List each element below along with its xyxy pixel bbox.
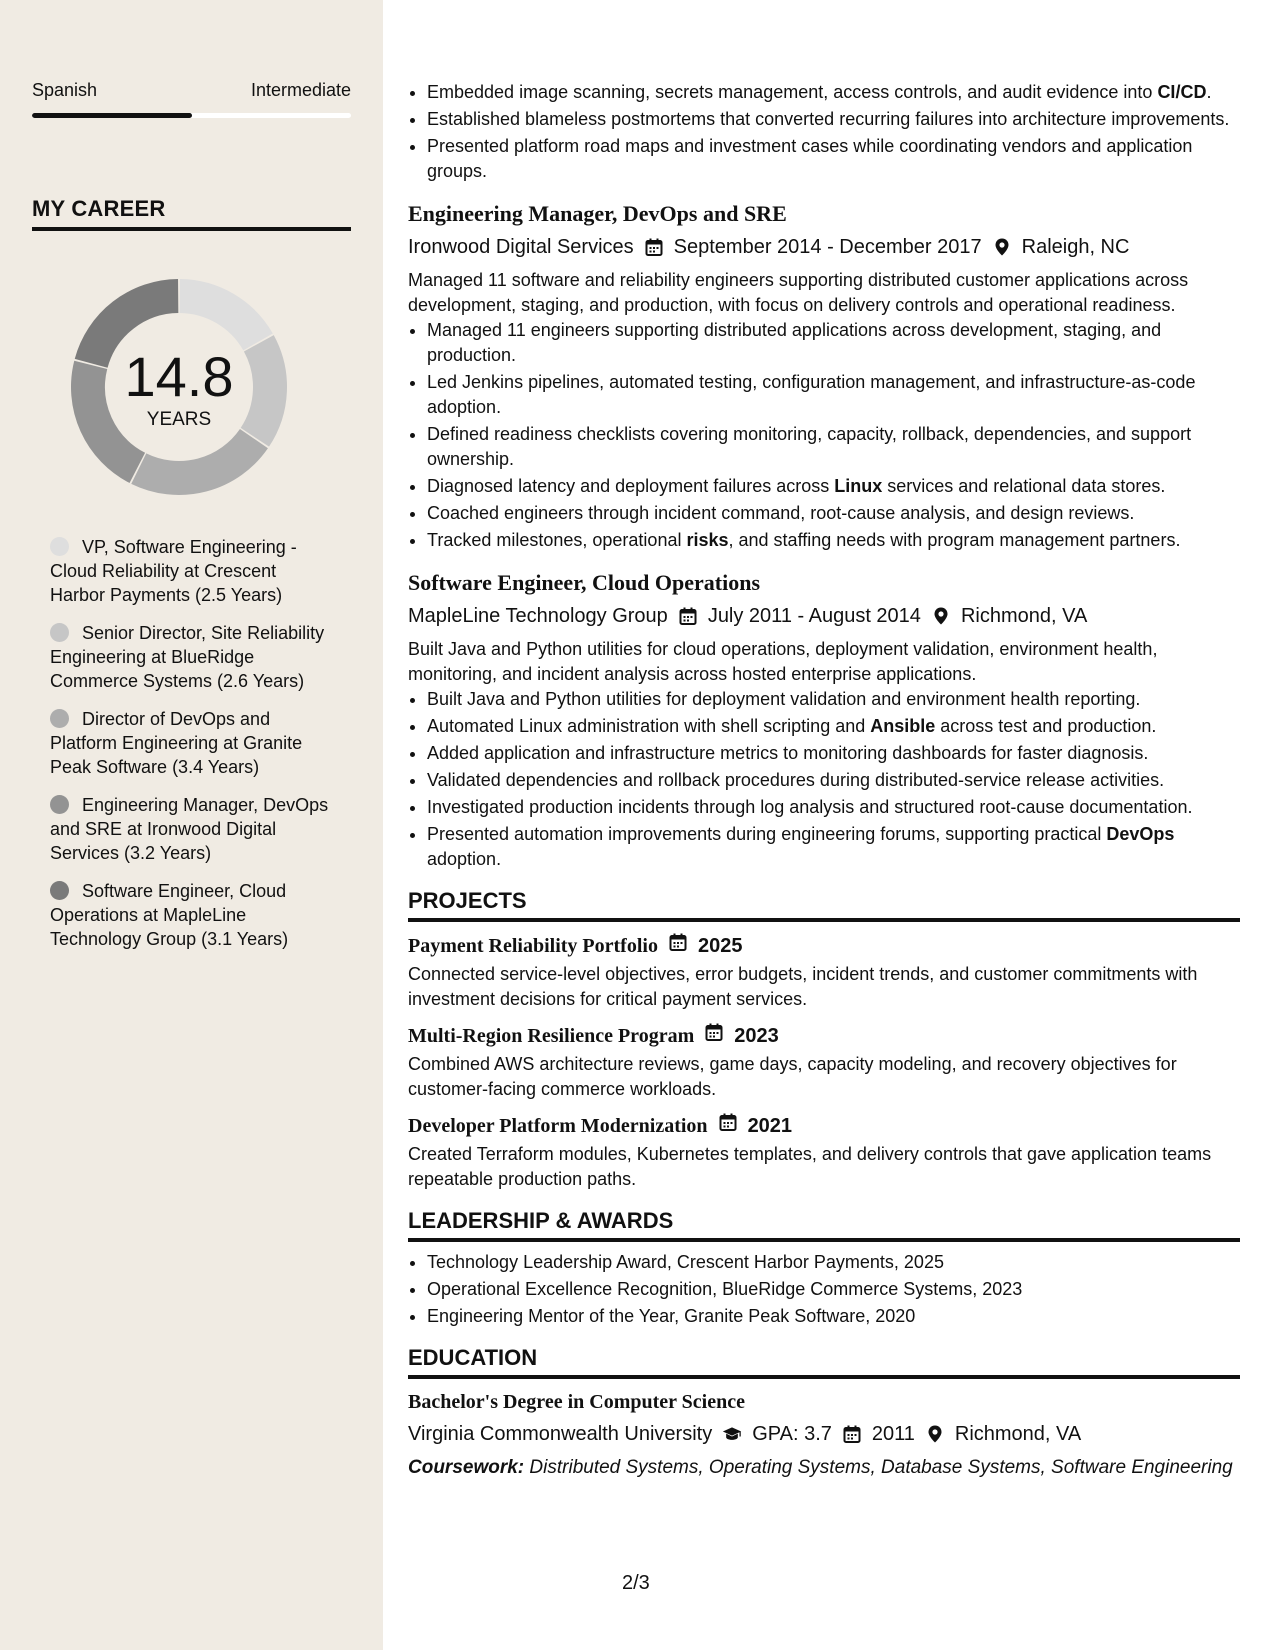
project-year: 2021 — [747, 1114, 793, 1137]
bullet-item — [427, 370, 1240, 420]
career-legend-text: Director of DevOps and Platform Engineering at Granite Peak Software (3.4 Years) — [50, 709, 303, 777]
projects-heading: PROJECTS — [408, 888, 1240, 922]
bullet-text-after: across test and production. — [935, 716, 1157, 736]
bullet-item — [427, 134, 1240, 184]
bullet-text: Led Jenkins pipelines, automated testing, configuration management, and infrastructure-as-code adoption. — [427, 372, 1196, 417]
bullet-item — [427, 687, 1240, 712]
company-name: Ironwood Digital Services — [408, 236, 634, 258]
projects-list — [408, 932, 1240, 1192]
award-item: • Engineering Mentor of the Year, Granite Peak Software, 2020 — [427, 1304, 1240, 1329]
bullet-text: Presented automation improvements during engineering forums, supporting practical — [427, 824, 1107, 844]
previous-role-bullets — [408, 80, 1240, 184]
coursework — [408, 1455, 1240, 1480]
bullet-text: Built Java and Python utilities for deployment validation and environment health reporting. — [427, 689, 1141, 709]
bullet-item — [427, 822, 1240, 872]
bullet-item — [427, 107, 1240, 132]
total-years-unit: YEARS — [146, 409, 212, 430]
bullet-text-after: services and relational data stores. — [882, 476, 1166, 496]
school-name: Virginia Commonwealth University — [408, 1423, 713, 1445]
career-legend-text: Software Engineer, Cloud Operations at MapleLine Technology Group (3.1 Years) — [50, 881, 289, 949]
calendar-icon — [718, 1112, 738, 1139]
project-title-row — [408, 1112, 1240, 1139]
bullet-item — [427, 80, 1240, 105]
bullet-text: Diagnosed latency and deployment failures across — [427, 476, 835, 496]
language-proficiency-fill — [32, 113, 192, 118]
bullet-bold: Linux — [834, 476, 883, 496]
career-legend-text: VP, Software Engineering - Cloud Reliability at Crescent Harbor Payments (2.5 Years) — [50, 537, 297, 605]
bullet-item — [427, 795, 1240, 820]
bullet-text: Defined readiness checklists covering monitoring, capacity, rollback, dependencies, and support ownership. — [427, 424, 1192, 469]
bullet-item — [427, 474, 1240, 499]
project-description: Created Terraform modules, Kubernetes templates, and delivery controls that gave application teams repeatable production paths. — [408, 1144, 1212, 1189]
job-bullets — [408, 687, 1240, 872]
bullet-bold: DevOps — [1106, 824, 1175, 844]
career-legend-item — [50, 621, 330, 693]
donut-center — [66, 274, 292, 500]
project-year: 2023 — [734, 1024, 779, 1047]
bullet-text: Investigated production incidents through log analysis and structured root-cause documentation. — [427, 797, 1193, 817]
project-description: Connected service-level objectives, error budgets, incident trends, and customer commitments with investment decisions for critical payment services. — [408, 964, 1198, 1009]
job-bullets — [408, 318, 1240, 553]
legend-dot — [50, 881, 69, 900]
total-years-value: 14.8 — [124, 345, 234, 408]
job-entry — [408, 200, 1240, 553]
job-dates: September 2014 - December 2017 — [673, 236, 982, 258]
language-name: Spanish — [32, 80, 98, 100]
career-legend-item — [50, 535, 330, 607]
project-title: Multi-Region Resilience Program — [408, 1024, 695, 1047]
bullet-text: Embedded image scanning, secrets management, access controls, and audit evidence into — [427, 82, 1158, 102]
award-item: • Operational Excellence Recognition, BlueRidge Commerce Systems, 2023 — [427, 1277, 1240, 1302]
bullet-text: Managed 11 engineers supporting distributed applications across development, staging, and production. — [427, 320, 1162, 365]
bullet-text: Established blameless postmortems that converted recurring failures into architecture improvements. — [427, 109, 1230, 129]
career-legend-text: Engineering Manager, DevOps and SRE at Ironwood Digital Services (3.2 Years) — [50, 795, 329, 863]
bullet-text: Added application and infrastructure metrics to monitoring dashboards for faster diagnosis. — [427, 743, 1149, 763]
award-item: • Technology Leadership Award, Crescent Harbor Payments, 2025 — [427, 1250, 1240, 1275]
career-legend-item — [50, 793, 330, 865]
bullet-item — [427, 528, 1240, 553]
job-summary: Managed 11 software and reliability engineers supporting distributed customer applications across development, staging, and production, with focus on delivery controls and operational readiness. — [408, 270, 1189, 315]
language-proficiency-bar — [32, 113, 351, 118]
career-heading: MY CAREER — [32, 196, 351, 231]
bullet-item — [427, 741, 1240, 766]
legend-dot — [50, 623, 69, 642]
career-legend — [50, 535, 330, 965]
legend-dot — [50, 537, 69, 556]
job-dates: July 2011 - August 2014 — [707, 605, 921, 627]
main-content — [408, 80, 1240, 1480]
map-pin-icon — [931, 606, 951, 626]
bullet-text-after: . — [1206, 82, 1212, 102]
career-legend-item — [50, 707, 330, 779]
map-pin-icon — [992, 237, 1012, 257]
job-location: Raleigh, NC — [1021, 236, 1130, 258]
project-title-row — [408, 1022, 1240, 1049]
career-legend-text: Senior Director, Site Reliability Engineering at BlueRidge Commerce Systems (2.6 Years) — [50, 623, 325, 691]
career-legend-item — [50, 879, 330, 951]
bullet-text-after: , and staffing needs with program management partners. — [728, 530, 1181, 550]
education-meta — [408, 1421, 1240, 1447]
legend-dot — [50, 709, 69, 728]
bullet-bold: risks — [686, 530, 729, 550]
bullet-item — [427, 422, 1240, 472]
job-location: Richmond, VA — [960, 605, 1088, 627]
calendar-icon — [704, 1022, 724, 1049]
calendar-icon — [678, 606, 698, 626]
education-location: Richmond, VA — [954, 1423, 1082, 1445]
graduation-cap-icon — [722, 1424, 742, 1444]
awards-heading: LEADERSHIP & AWARDS — [408, 1208, 1240, 1242]
company-name: MapleLine Technology Group — [408, 605, 668, 627]
bullet-item — [427, 501, 1240, 526]
gpa: GPA: 3.7 — [752, 1423, 832, 1445]
graduation-year: 2011 — [871, 1423, 915, 1445]
experience-list — [408, 200, 1240, 872]
bullet-text: Coached engineers through incident command, root-cause analysis, and design reviews. — [427, 503, 1135, 523]
career-donut-chart — [66, 274, 292, 500]
degree-title: Bachelor's Degree in Computer Science — [408, 1391, 745, 1413]
job-title: Engineering Manager, DevOps and SRE — [408, 201, 787, 226]
coursework-list: Distributed Systems, Operating Systems, Database Systems, Software Engineering — [524, 1457, 1233, 1478]
project-title: Developer Platform Modernization — [408, 1114, 708, 1137]
project-year: 2025 — [697, 934, 743, 957]
education-heading: EDUCATION — [408, 1345, 1240, 1379]
language-level: Intermediate — [250, 80, 351, 100]
language-row — [32, 80, 351, 101]
bullet-bold: CI/CD — [1157, 82, 1207, 102]
map-pin-icon — [925, 1424, 945, 1444]
bullet-item — [427, 768, 1240, 793]
calendar-icon — [842, 1424, 862, 1444]
bullet-text: Tracked milestones, operational — [427, 530, 687, 550]
legend-dot — [50, 795, 69, 814]
project-title: Payment Reliability Portfolio — [408, 934, 658, 957]
job-meta — [408, 234, 1240, 260]
calendar-icon — [668, 932, 688, 959]
bullet-text-after: adoption. — [427, 849, 502, 869]
job-title: Software Engineer, Cloud Operations — [408, 570, 761, 595]
job-meta — [408, 603, 1240, 629]
calendar-icon — [644, 237, 664, 257]
awards-list — [408, 1250, 1240, 1329]
bullet-item — [427, 318, 1240, 368]
project-title-row — [408, 932, 1240, 959]
coursework-label: Coursework: — [408, 1457, 525, 1478]
project-description: Combined AWS architecture reviews, game days, capacity modeling, and recovery objectives for customer-facing commerce workloads. — [408, 1054, 1177, 1099]
page-number: 2/3 — [622, 1572, 650, 1594]
bullet-item — [427, 714, 1240, 739]
job-entry — [408, 569, 1240, 872]
bullet-text: Automated Linux administration with shell scripting and — [427, 716, 871, 736]
sidebar — [0, 0, 383, 1650]
job-summary: Built Java and Python utilities for cloud operations, deployment validation, environment health, monitoring, and incident analysis across hosted enterprise applications. — [408, 639, 1158, 684]
bullet-text: Presented platform road maps and investment cases while coordinating vendors and application groups. — [427, 136, 1193, 181]
bullet-bold: Ansible — [870, 716, 936, 736]
bullet-text: Validated dependencies and rollback procedures during distributed-service release activities. — [427, 770, 1165, 790]
